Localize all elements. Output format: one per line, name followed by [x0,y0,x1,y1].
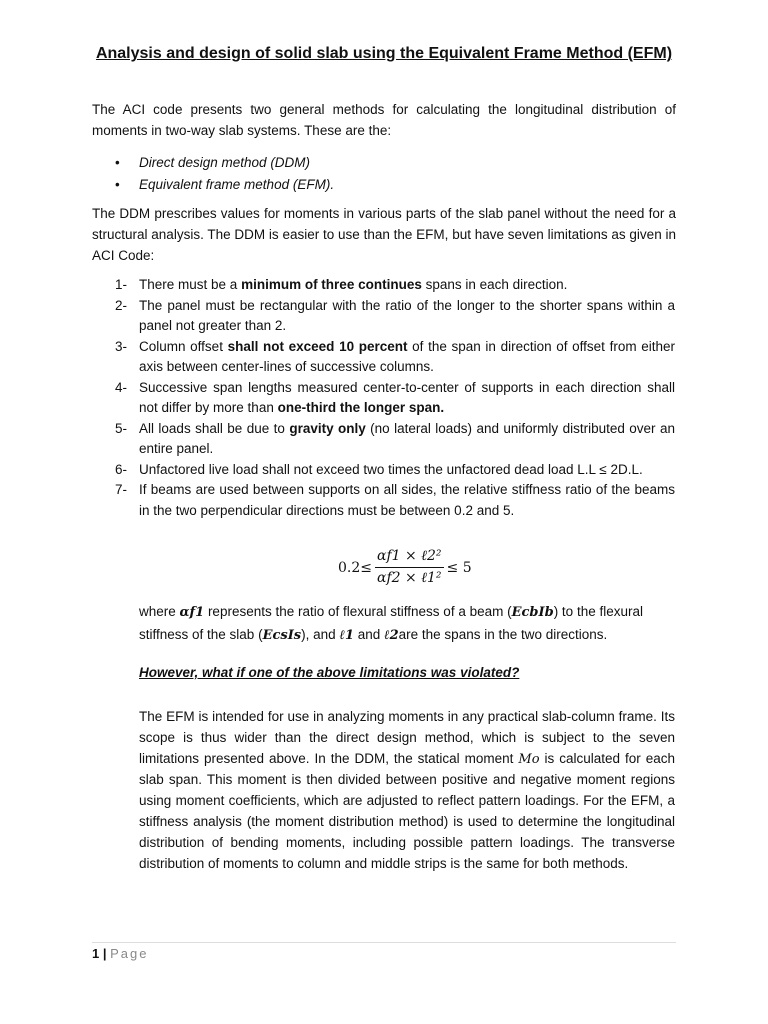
list-item: • Direct design method (DDM) [115,152,334,174]
stiffness-ratio-formula [338,548,472,587]
limitation-item [115,460,675,481]
limitation-item [115,275,675,296]
item-number: 6- [115,461,128,477]
list-item: • Equivalent frame method (EFM). [115,174,334,196]
item-text: spans in each direction. [421,277,568,292]
item-number: 1- [115,277,128,292]
where-text: ) to the flexural stiffness of the slab ( [139,604,643,642]
item-text: All loads shall be due to [139,420,290,436]
item-text: of the span in direction of offset from either axis between center-lines of successive columns. [139,338,675,374]
formula-upper-bound: ≤ 5 [446,559,472,576]
l1-symbol: ℓ1 [339,628,355,643]
limitation-item [115,480,675,521]
ecs-symbol: EcsIs [262,628,302,643]
l2-symbol: ℓ2 [384,628,399,643]
page-label: Page [110,946,149,961]
footer-divider [92,942,676,943]
limitation-item [115,378,675,419]
limitation-item [115,296,675,337]
where-text: represents the ratio of flexural stiffness of a beam ( [204,604,512,619]
page-footer [92,946,149,961]
item-number: 2- [115,297,128,313]
efm-paragraph [139,707,675,874]
limitations-list [115,275,675,521]
methods-list [115,152,334,196]
efm-text: The EFM is intended for use in analyzing moments in any practical slab-column frame. Its scope is thus wider than the direct design method, which is subject to the seven limitations presented above. In the DDM, the statical moment [139,709,675,766]
item-bold-text: minimum of three continues [241,277,422,292]
where-text: and [354,627,385,642]
item-bold-text: gravity only [289,420,366,436]
limitation-item [115,419,675,460]
item-bold-text: shall not exceed 10 percent [227,338,408,354]
item-number: 3- [115,338,128,354]
formula-fraction [375,548,444,587]
item-number: 7- [115,482,128,497]
ecb-symbol: EcbIb [511,605,554,620]
formula-denominator: αf2 × ℓ1² [377,570,442,586]
item-text: If beams are used between supports on all sides, the relative stiffness ratio of the beams in the two perpendicular directions must be between 0.2 and 5. [139,482,675,518]
where-text: are the spans in the two directions. [398,627,608,642]
page-title: Analysis and design of solid slab using the Equivalent Frame Method (EFM) [95,45,673,62]
item-text: Unfactored live load shall not exceed two times the unfactored dead load L.L ≤ 2D.L. [139,461,643,477]
item-number: 4- [115,379,128,395]
limitation-item [115,337,675,378]
where-paragraph [139,601,675,647]
alpha-symbol: αf1 [179,605,205,620]
where-text: where [139,604,180,619]
item-text: There must be a [139,277,242,292]
question-heading: However, what if one of the above limitations was violated? [139,665,520,680]
formula-numerator: αf1 × ℓ2² [375,548,444,568]
efm-text: is calculated for each slab span. This moment is then divided between positive and negative moment regions using moment coefficients, which are adjusted to reflect pattern loadings. For the EFM, a stiffness analysis (the moment distribution method) is used to determine the longitudinal distribution of bending moments, including possible pattern loadings. The transverse distribution of moments to column and middle strips is the same for both methods. [139,750,675,871]
ddm-paragraph: The DDM prescribes values for moments in various parts of the slab panel without the need for a structural analysis. The DDM is easier to use than the EFM, but have seven limitations as given in ACI Code: [92,206,676,263]
item-text: Successive span lengths measured center-to-center of supports in each direction shall not differ by more than [139,379,675,415]
item-number: 5- [115,420,128,436]
where-text: ), and [301,627,340,642]
footer-separator: | [102,946,107,961]
item-text: Column offset [139,338,228,354]
page-number: 1 [92,946,100,961]
intro-paragraph: The ACI code presents two general methods for calculating the longitudinal distribution of moments in two-way slab systems. These are the: [92,102,676,138]
item-bold-text: one-third the longer span. [277,400,445,415]
item-text: (no lateral loads) and uniformly distributed over an entire panel. [139,420,675,456]
item-text: The panel must be rectangular with the ratio of the longer to the shorter spans within a panel not greater than 2. [139,297,675,333]
formula-lower-bound: 0.2≤ [338,559,372,576]
mo-symbol: Mo [518,751,540,767]
